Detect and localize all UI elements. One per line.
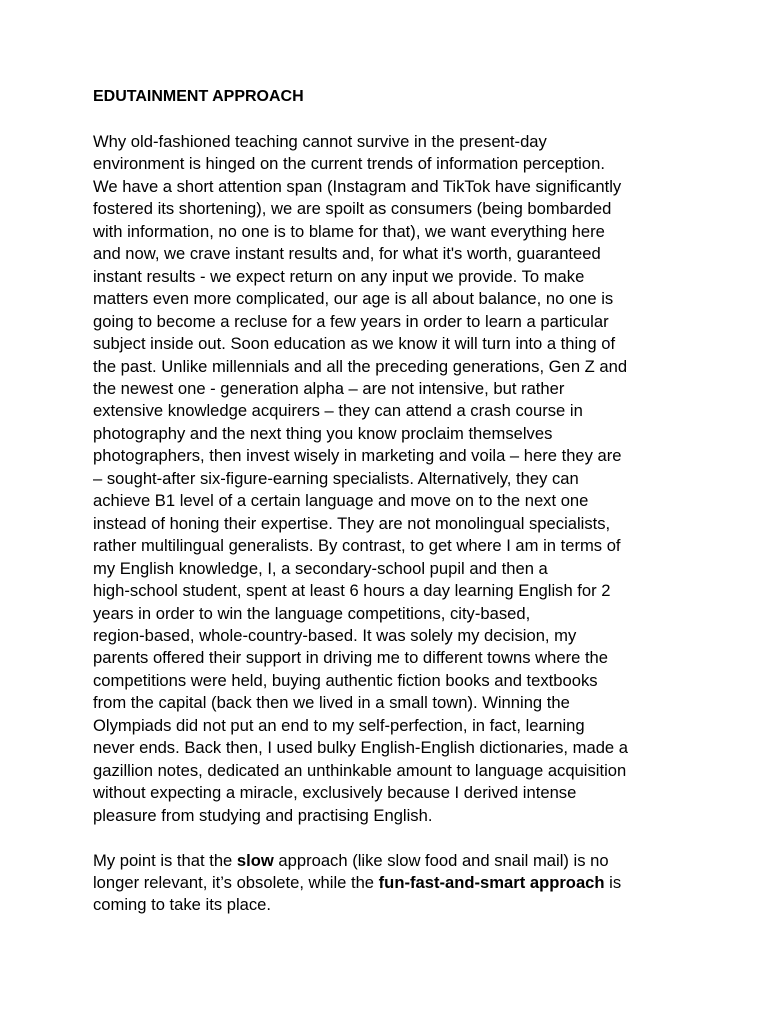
text-line: instead of honing their expertise. They are not monolingual specialists, — [93, 513, 611, 533]
text-line: Olympiads did not put an end to my self-perfection, in fact, learning — [93, 715, 585, 735]
text-line: with information, no one is to blame for that), we want everything here — [93, 221, 605, 241]
text-line: instant results - we expect return on any input we provide. To make — [93, 266, 585, 286]
text-line: extensive knowledge acquirers – they can attend a crash course in — [93, 401, 583, 421]
text-line: Why old-fashioned teaching cannot survive in the present-day — [93, 132, 547, 151]
text-line: parents offered their support in driving me to different towns where the — [93, 648, 609, 668]
text-line: competitions were held, buying authentic fiction books and textbooks — [93, 670, 598, 690]
document-title: EDUTAINMENT APPROACH — [93, 88, 304, 105]
text-run: My point is that the — [93, 850, 237, 870]
text-run: is — [604, 873, 622, 892]
text-line: never ends. Back then, I used bulky English-English dictionaries, made a — [93, 738, 628, 758]
text-line: coming to take its place. — [93, 895, 272, 915]
text-line: without expecting a miracle, exclusively because I derived intense — [93, 783, 577, 803]
text-line: going to become a recluse for a few years in order to learn a particular — [93, 311, 609, 331]
paragraph-1 — [93, 131, 683, 827]
text-line: environment is hinged on the current trends of information perception. — [93, 154, 605, 174]
text-line: my English knowledge, I, a secondary-school pupil and then a — [93, 558, 548, 578]
text-line: from the capital (back then we lived in a small town). Winning the — [93, 693, 570, 713]
text-line: subject inside out. Soon education as we know it will turn into a thing of — [93, 334, 616, 354]
text-line: achieve B1 level of a certain language and move on to the next one — [93, 491, 589, 511]
text-line: matters even more complicated, our age is all about balance, no one is — [93, 289, 614, 309]
text-line: We have a short attention span (Instagram and TikTok have significantly — [93, 176, 622, 196]
emphasis-approach: fun-fast-and-smart approach — [378, 873, 605, 892]
text-line: and now, we crave instant results and, for what it's worth, guaranteed — [93, 244, 601, 264]
text-line — [93, 872, 683, 894]
paragraph-2 — [93, 850, 683, 917]
text-line: fostered its shortening), we are spoilt as consumers (being bombarded — [93, 199, 612, 219]
text-line: the past. Unlike millennials and all the preceding generations, Gen Z and — [93, 356, 628, 376]
text-line: region-based, whole-country-based. It was solely my decision, my — [93, 625, 577, 645]
document-body — [93, 86, 683, 917]
text-line: gazillion notes, dedicated an unthinkable amount to language acquisition — [93, 760, 627, 780]
text-run: longer relevant, it’s obsolete, while the — [93, 873, 379, 892]
text-line: – sought-after six-figure-earning specialists. Alternatively, they can — [93, 468, 579, 488]
text-line: pleasure from studying and practising English. — [93, 805, 433, 825]
text-line: the newest one - generation alpha – are not intensive, but rather — [93, 378, 565, 398]
text-line: photography and the next thing you know proclaim themselves — [93, 423, 553, 443]
text-line — [93, 850, 683, 872]
text-line: years in order to win the language competitions, city-based, — [93, 603, 531, 623]
emphasis-slow: slow — [236, 850, 274, 870]
text-line: rather multilingual generalists. By contrast, to get where I am in terms of — [93, 536, 621, 556]
text-run: approach (like slow food and snail mail) is no — [273, 850, 609, 870]
text-line: photographers, then invest wisely in marketing and voila – here they are — [93, 446, 622, 466]
text-line: high-school student, spent at least 6 hours a day learning English for 2 — [93, 581, 611, 601]
